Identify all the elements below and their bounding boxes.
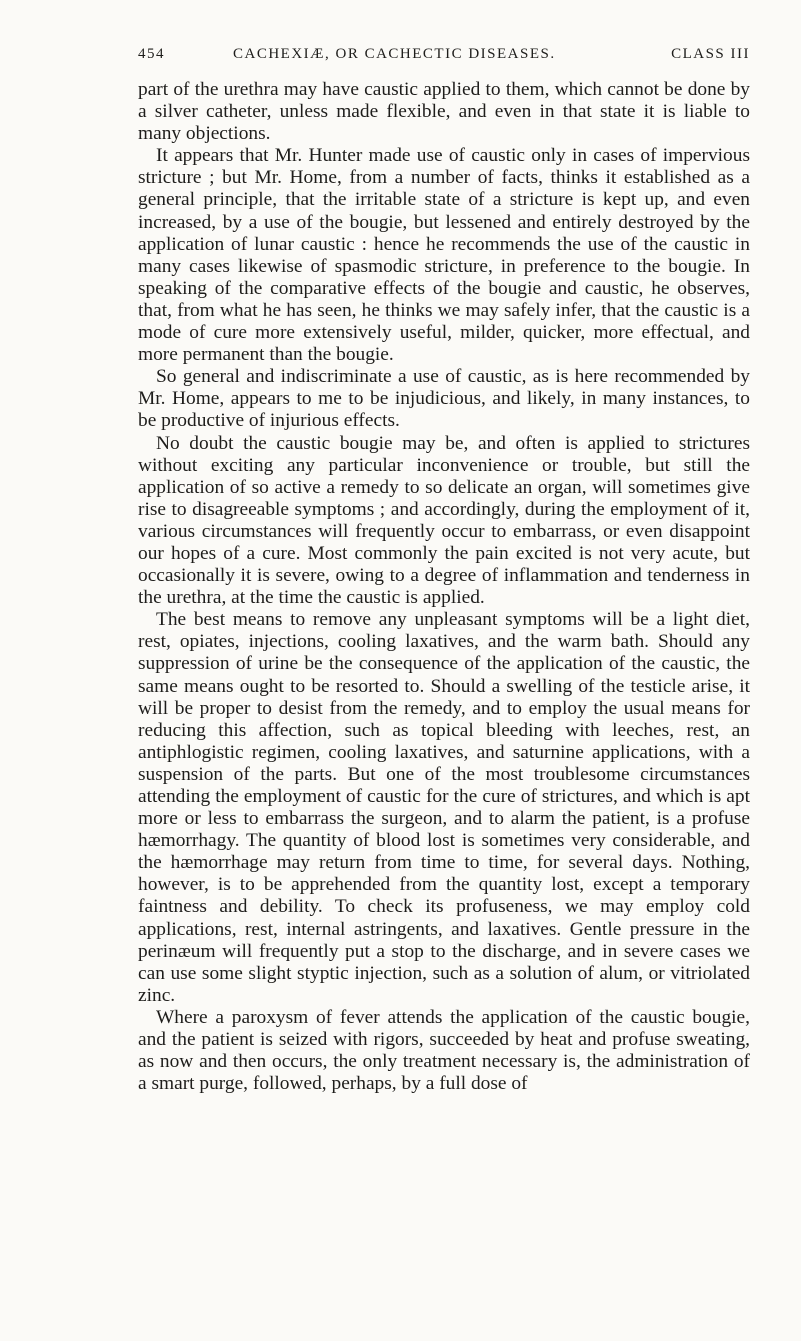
paragraph: The best means to remove any unpleasant symptoms will be a light diet, rest, opiates, injections, cooling laxatives, and the warm bath. Should any suppression of urine be the consequence of the application of the caustic, the same means ought to be resorted to. Should a swelling of the testicle arise, it will be proper to desist from the remedy, and to employ the usual means for reducing this affection, such as topical bleeding with leeches, rest, an antiphlogistic regimen, cooling laxatives, and saturnine applications, with a suspension of the parts. But one of the most troublesome circumstances attending the employment of caustic for the cure of strictures, and which is apt more or less to embarrass the surgeon, and to alarm the patient, is a profuse hæmorrhagy. The quantity of blood lost is sometimes very considerable, and the hæmorrhage may return from time to time, for several days. Nothing, however, is to be apprehended from the quantity lost, except a temporary faintness and debility. To check its profuseness, we may employ cold applications, rest, internal astringents, and laxatives. Gentle pressure in the perinæum will frequently put a stop to the discharge, and in severe cases we can use some slight styptic injection, such as a solution of alum, or vitriolated zinc. (138, 609, 750, 1006)
paragraph: So general and indiscriminate a use of caustic, as is here recommended by Mr. Home, appears to me to be injudicious, and likely, in many instances, to be productive of injurious effects. (138, 366, 750, 432)
body-text (138, 79, 750, 1095)
running-title: CACHEXIÆ, OR CACHECTIC DISEASES. (233, 46, 556, 62)
page-number: 454 (138, 46, 165, 62)
class-label: CLASS III (671, 46, 750, 62)
paragraph: It appears that Mr. Hunter made use of caustic only in cases of impervious stricture ; but Mr. Home, from a number of facts, thinks it established as a general principle, that the irritable state of a stricture is kept up, and even increased, by a use of the bougie, but lessened and entirely destroyed by the application of lunar caustic : hence he recommends the use of the caustic in many cases likewise of spasmodic stricture, in preference to the bougie. In speaking of the comparative effects of the bougie and caustic, he observes, that, from what he has seen, he thinks we may safely infer, that the caustic is a mode of cure more extensively useful, milder, quicker, more effectual, and more permanent than the bougie. (138, 145, 750, 366)
paragraph: Where a paroxysm of fever attends the application of the caustic bougie, and the patient is seized with rigors, succeeded by heat and profuse sweating, as now and then occurs, the only treatment necessary is, the administration of a smart purge, followed, perhaps, by a full dose of (138, 1006, 750, 1095)
running-head (138, 46, 750, 72)
paragraph: part of the urethra may have caustic applied to them, which cannot be done by a silver catheter, unless made flexible, and even in that state it is liable to many objections. (138, 79, 750, 145)
paragraph: No doubt the caustic bougie may be, and often is applied to strictures without exciting any particular inconvenience or trouble, but still the application of so active a remedy to so delicate an organ, will sometimes give rise to disagreeable symptoms ; and accordingly, during the employment of it, various circumstances will frequently occur to embarrass, or even disappoint our hopes of a cure. Most commonly the pain excited is not very acute, but occasionally it is severe, owing to a degree of inflammation and tenderness in the urethra, at the time the caustic is applied. (138, 432, 750, 609)
